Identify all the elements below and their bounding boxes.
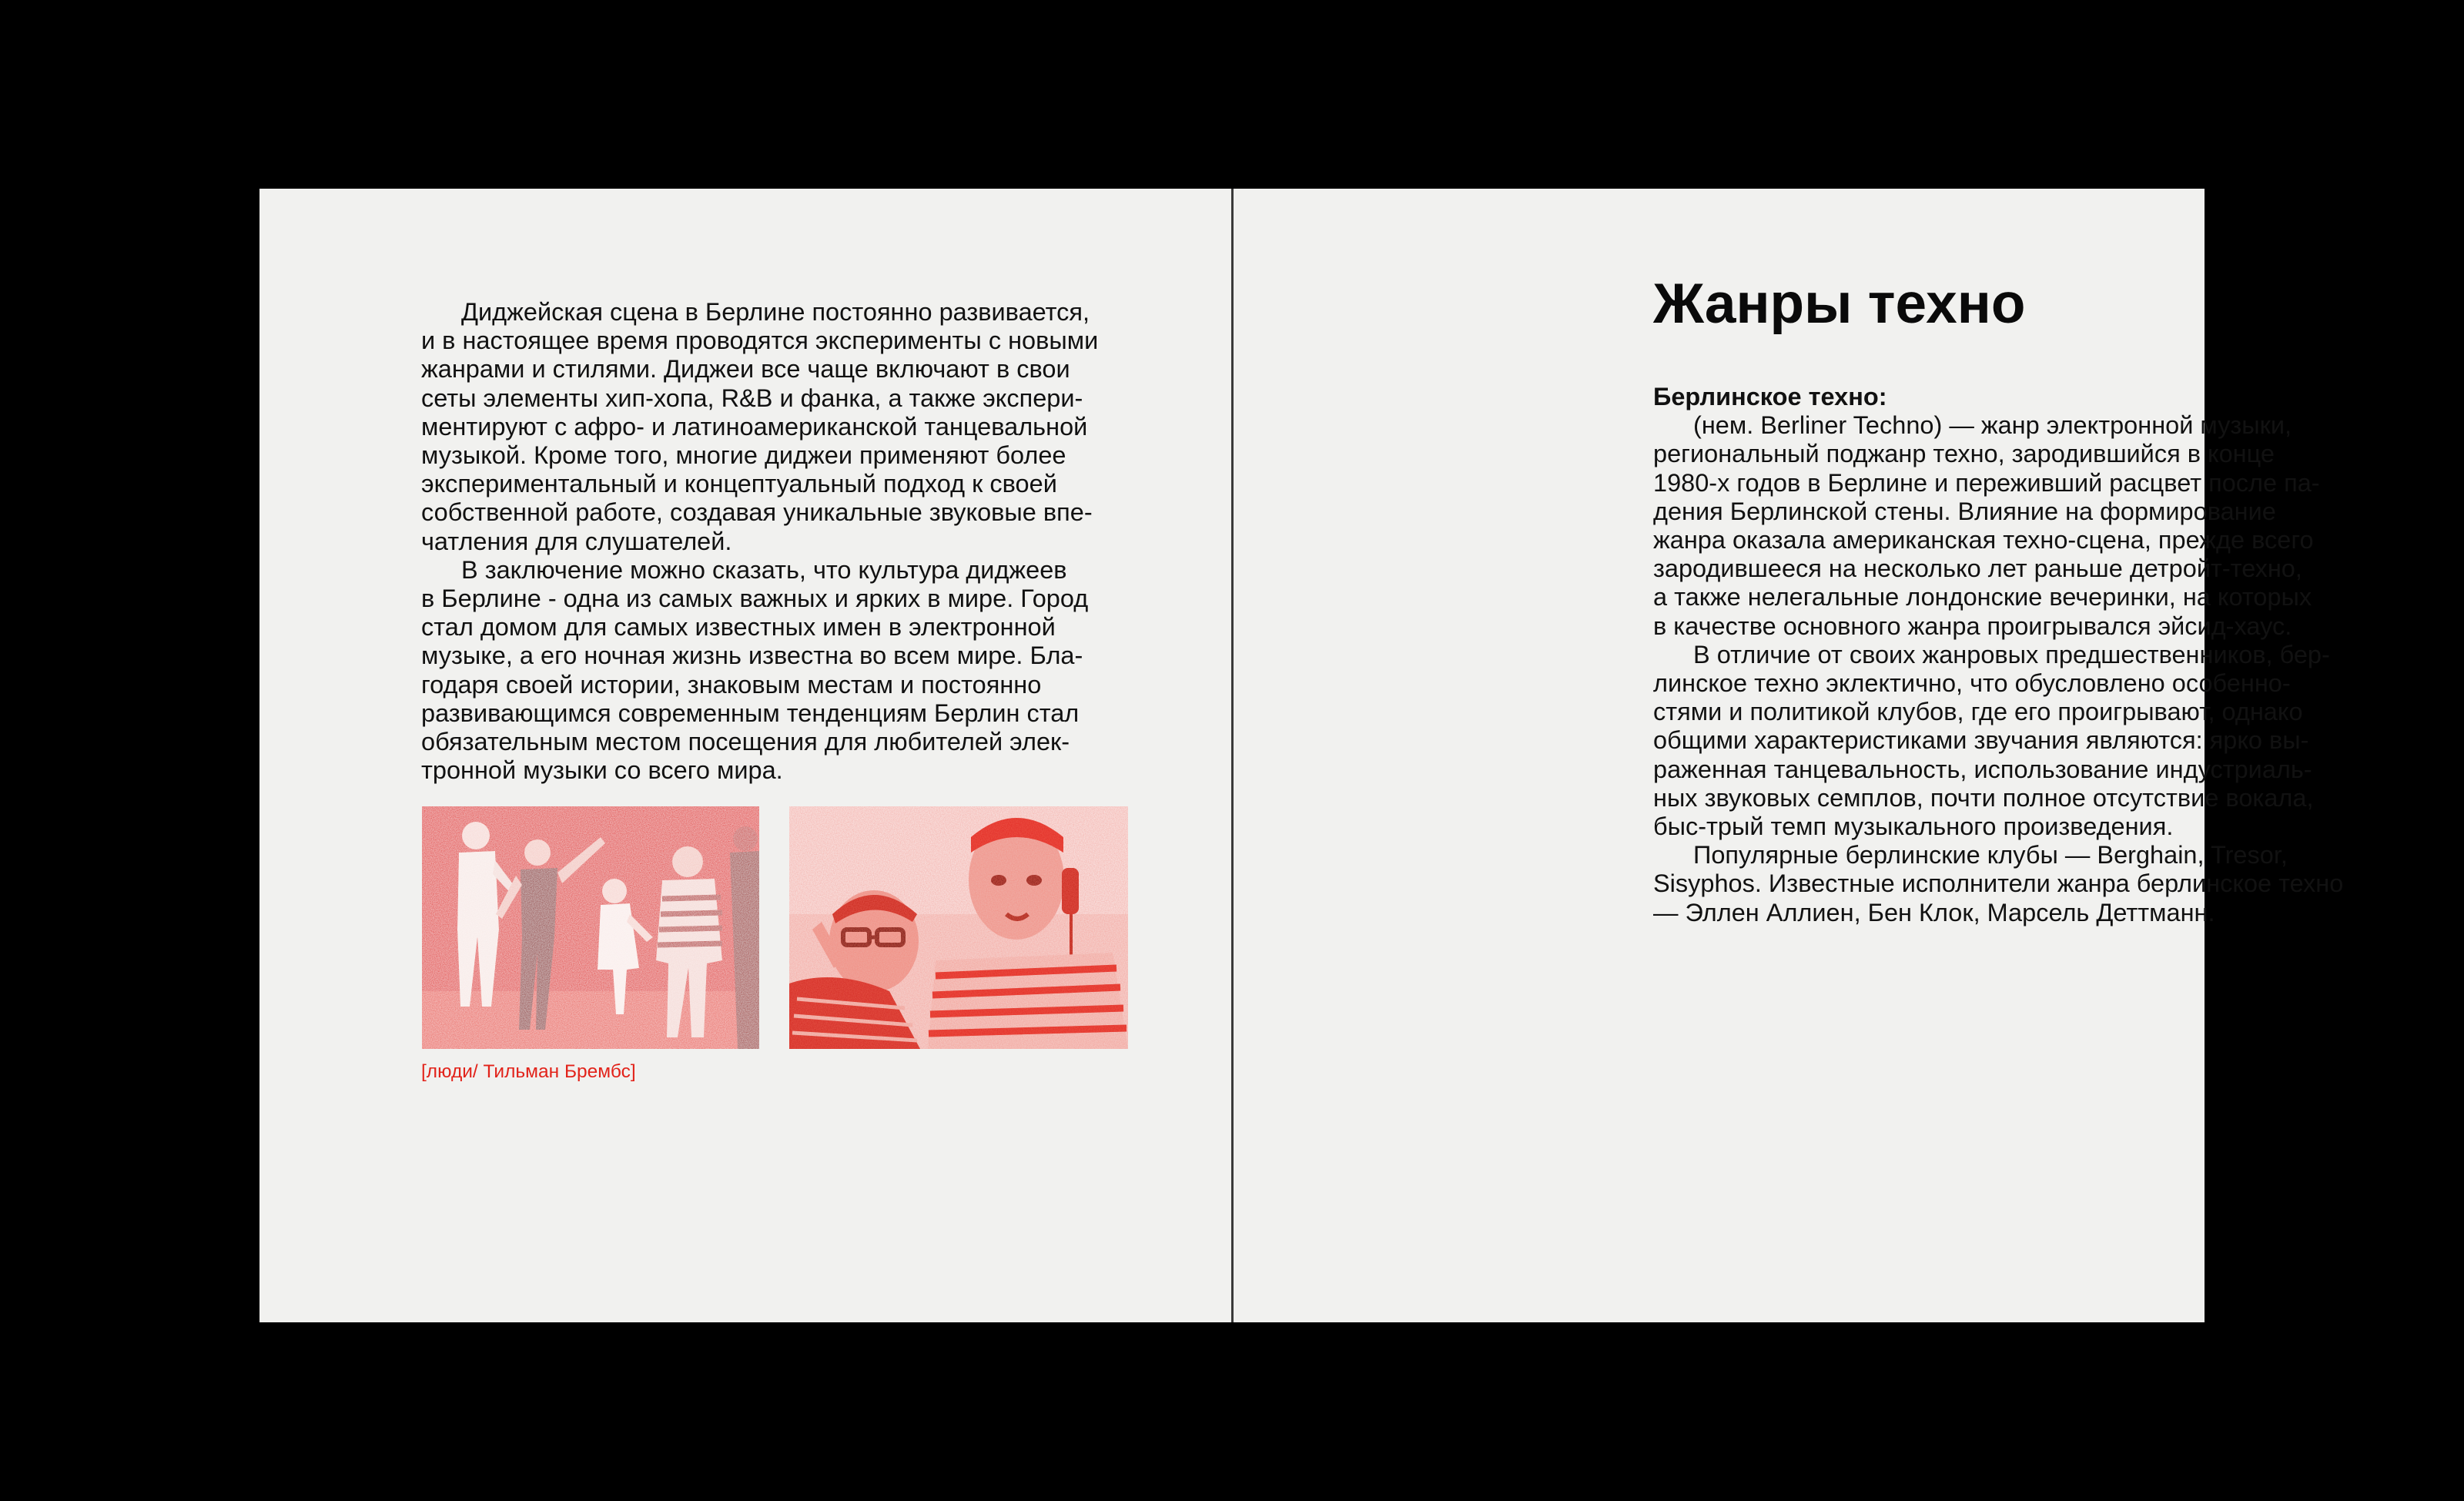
text-line: собственной работе, создавая уникальные звуковые впе- xyxy=(421,498,1093,527)
text-line: стал домом для самых известных имен в электронной xyxy=(421,613,1056,642)
text-line: быс-трый темп музыкального произведения. xyxy=(1653,812,2174,841)
dancing-people-photo xyxy=(422,806,759,1049)
text-line: и в настоящее время проводятся эксперименты с новыми xyxy=(421,327,1099,355)
dj-portrait-photo xyxy=(789,806,1128,1049)
left-body-text xyxy=(421,298,1153,785)
right-body-text xyxy=(1653,383,2385,927)
text-line: жанрами и стилями. Диджеи все чаще включают в свои xyxy=(421,355,1070,384)
text-line: 1980-х годов в Берлине и переживший расцвет после па- xyxy=(1653,468,2320,497)
text-line: Sisyphos. Известные исполнители жанра берлинское техно xyxy=(1653,869,2344,898)
text-line: линское техно эклектично, что обусловлено особеннo- xyxy=(1653,669,2291,698)
text-line: экспериментальный и концептуальный подход к своей xyxy=(421,470,1057,498)
text-line: обязательным местом посещения для любителей элек- xyxy=(421,728,1070,756)
text-line: В отличие от своих жанровых предшественников, бер- xyxy=(1693,640,2330,668)
photo-caption: [люди/ Тильман Брембс] xyxy=(421,1061,636,1082)
text-line: развивающимся современным тенденциям Берлин стал xyxy=(421,699,1080,727)
text-line: ментируют с афро- и латиноамериканской танцевальной xyxy=(421,412,1088,441)
text-line: В заключение можно сказать, что культура диджеев xyxy=(461,555,1067,584)
text-line: Популярные берлинские клубы — Berghain, Tresor, xyxy=(1693,841,2288,869)
text-line: Диджейская сцена в Берлине постоянно развивается, xyxy=(461,298,1090,326)
text-line: годаря своей истории, знаковым местам и постоянно xyxy=(421,670,1042,699)
section-subheading: Берлинское техно: xyxy=(1653,383,1887,410)
text-line: музыке, а его ночная жизнь известна во всем мире. Бла- xyxy=(421,642,1083,670)
text-line: общими характеристиками звучания являются: ярко вы- xyxy=(1653,726,2309,755)
text-line: а также нелегальные лондонские вечеринки, на которых xyxy=(1653,583,2312,611)
text-line: ных звуковых семплов, почти полное отсутствие вокала, xyxy=(1653,783,2314,812)
text-line: тронной музыки со всего мира. xyxy=(421,756,783,785)
text-line: в Берлине - одна из самых важных и ярких в мире. Город xyxy=(421,585,1089,613)
page-title: Жанры техно xyxy=(1653,273,2026,335)
text-line: музыкой. Кроме того, многие диджеи применяют более xyxy=(421,441,1066,470)
text-line: — Эллен Аллиен, Бен Клок, Марсель Деттманн. xyxy=(1653,898,2215,926)
text-line: (нем. Berliner Techno) — жанр электронной музыки, xyxy=(1693,411,2292,440)
text-line: чатления для слушателей. xyxy=(421,527,732,555)
text-line: сеты элементы хип-хопа, R&B и фанка, а также экспери- xyxy=(421,384,1083,412)
text-line: региональный поджанр техно, зародившийся в конце xyxy=(1653,440,2275,468)
text-line: зародившееся на несколько лет раньше детройт-техно, xyxy=(1653,554,2302,583)
text-line: в качестве основного жанра проигрывался эйсид-хаус. xyxy=(1653,611,2292,640)
text-line: раженная танцевальность, использование индустриаль- xyxy=(1653,755,2312,783)
text-line: жанра оказала американская техно-сцена, прежде всего xyxy=(1653,526,2314,554)
text-line: стями и политикой клубов, где его проигрывают, однако xyxy=(1653,698,2303,726)
text-line: дения Берлинской стены. Влияние на формирование xyxy=(1653,497,2276,525)
book-spread xyxy=(259,189,2344,1322)
